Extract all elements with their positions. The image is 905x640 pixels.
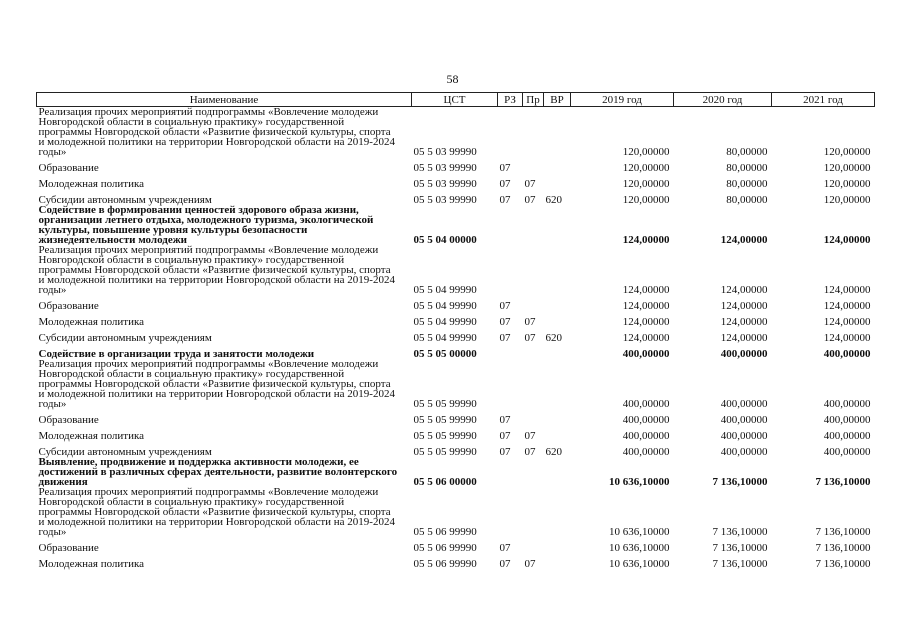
table-row [37, 359, 875, 409]
cell-2019: 120,00000 [622, 194, 670, 206]
table-row [37, 189, 875, 205]
cell-2019: 400,00000 [622, 446, 670, 458]
cell-name: Молодежная политика [38, 178, 145, 190]
cell-rz [498, 457, 523, 487]
cell-2019: 400,00000 [622, 348, 670, 360]
cell-2019: 400,00000 [622, 430, 670, 442]
cell-cst: 05 5 04 99990 [413, 300, 477, 312]
cell-pr: 07 [524, 316, 536, 328]
table-row [37, 157, 875, 173]
cell-name: Образование [38, 300, 99, 312]
cell-2021: 400,00000 [823, 430, 871, 442]
cell-2019: 124,00000 [622, 234, 670, 246]
cell-rz: 07 [499, 194, 511, 206]
cell-cst: 05 5 04 00000 [413, 234, 477, 246]
cell-cst: 05 5 06 99990 [413, 558, 477, 570]
cell-2019: 124,00000 [622, 332, 670, 344]
cell-pr [523, 343, 544, 359]
table-row [37, 343, 875, 359]
cell-2021: 120,00000 [823, 162, 871, 174]
cell-rz: 07 [499, 316, 511, 328]
cell-2019: 10 636,10000 [609, 476, 670, 488]
table-row [37, 553, 875, 569]
table-row [37, 173, 875, 189]
cell-2021: 120,00000 [823, 146, 871, 158]
cell-rz [498, 487, 523, 537]
cell-name: Молодежная политика [38, 558, 145, 570]
cell-vr [544, 457, 571, 487]
cell-2020: 400,00000 [720, 446, 768, 458]
cell-rz: 07 [499, 178, 511, 190]
cell-2019: 400,00000 [622, 398, 670, 410]
cell-cst: 05 5 03 99990 [413, 194, 477, 206]
cell-pr [523, 107, 544, 158]
table-header-row [37, 93, 875, 107]
cell-2020: 80,00000 [726, 146, 768, 158]
cell-name: Выявление, продвижение и поддержка активности молодежи, ее достижений в различных сферах деятельности, развитие волонтерского движения [38, 456, 398, 488]
cell-pr [523, 157, 544, 173]
cell-2020: 124,00000 [720, 300, 768, 312]
cell-vr: 620 [545, 194, 562, 206]
table-row [37, 327, 875, 343]
column-header-cst: ЦСТ [412, 93, 498, 107]
column-header-name: Наименование [37, 93, 412, 107]
table-row [37, 537, 875, 553]
column-header-2020: 2020 год [674, 93, 772, 107]
cell-2021: 400,00000 [823, 414, 871, 426]
cell-name: Содействие в формировании ценностей здорового образа жизни, организации летнего отдыха, молодежного туризма, экологической культуры, повышение уровня культуры безопасности жизнедеятельности молодежи [38, 204, 374, 246]
cell-2021: 124,00000 [823, 332, 871, 344]
cell-2019: 10 636,10000 [609, 558, 670, 570]
column-header-vr: ВР [544, 93, 571, 107]
cell-cst: 05 5 05 00000 [413, 348, 477, 360]
cell-cst: 05 5 06 99990 [413, 526, 477, 538]
budget-table [36, 92, 875, 569]
cell-2020: 400,00000 [720, 414, 768, 426]
cell-2020: 80,00000 [726, 178, 768, 190]
cell-name: Реализация прочих мероприятий подпрограммы «Вовлечение молодежи Новгородской области в социальную практику» государственной программы Новгородской области «Развитие физической культуры, спорта и молодежной политики на территории Новгородской области на 2019-2024 годы» [38, 106, 395, 158]
cell-vr [544, 537, 571, 553]
cell-2021: 7 136,10000 [815, 542, 871, 554]
cell-pr [523, 295, 544, 311]
column-header-rz: РЗ [498, 93, 523, 107]
cell-cst: 05 5 05 99990 [413, 446, 477, 458]
cell-cst: 05 5 04 99990 [413, 332, 477, 344]
table-row [37, 441, 875, 457]
cell-vr [544, 295, 571, 311]
cell-rz: 07 [499, 542, 511, 554]
cell-vr [544, 359, 571, 409]
cell-cst: 05 5 03 99990 [413, 178, 477, 190]
cell-rz [498, 245, 523, 295]
table-body [37, 107, 875, 570]
cell-2020: 7 136,10000 [712, 476, 768, 488]
cell-name: Образование [38, 414, 99, 426]
column-header-2019: 2019 год [571, 93, 674, 107]
cell-name: Реализация прочих мероприятий подпрограммы «Вовлечение молодежи Новгородской области в социальную практику» государственной программы Новгородской области «Развитие физической культуры, спорта и молодежной политики на территории Новгородской области на 2019-2024 годы» [38, 486, 395, 538]
cell-2020: 400,00000 [720, 398, 768, 410]
table-row [37, 425, 875, 441]
cell-rz: 07 [499, 332, 511, 344]
cell-2021: 124,00000 [823, 284, 871, 296]
cell-vr [544, 311, 571, 327]
cell-pr [523, 205, 544, 245]
cell-cst: 05 5 05 99990 [413, 430, 477, 442]
cell-2021: 7 136,10000 [815, 476, 871, 488]
cell-vr: 620 [545, 332, 562, 344]
page-number: 58 [446, 72, 459, 86]
cell-pr [523, 457, 544, 487]
cell-2021: 7 136,10000 [815, 558, 871, 570]
cell-2021: 124,00000 [823, 316, 871, 328]
cell-2019: 400,00000 [622, 414, 670, 426]
cell-2021: 124,00000 [823, 300, 871, 312]
cell-2021: 124,00000 [823, 234, 871, 246]
cell-2021: 7 136,10000 [815, 526, 871, 538]
cell-rz: 07 [499, 414, 511, 426]
cell-rz [498, 107, 523, 158]
cell-2020: 124,00000 [720, 284, 768, 296]
cell-pr [523, 409, 544, 425]
cell-2020: 124,00000 [720, 234, 768, 246]
cell-name: Реализация прочих мероприятий подпрограммы «Вовлечение молодежи Новгородской области в социальную практику» государственной программы Новгородской области «Развитие физической культуры, спорта и молодежной политики на территории Новгородской области на 2019-2024 годы» [38, 358, 395, 410]
cell-vr [544, 409, 571, 425]
cell-2019: 120,00000 [622, 162, 670, 174]
table-row [37, 107, 875, 158]
cell-2020: 400,00000 [720, 348, 768, 360]
cell-name: Субсидии автономным учреждениям [38, 194, 212, 206]
cell-pr [523, 537, 544, 553]
cell-2019: 124,00000 [622, 316, 670, 328]
table-row [37, 487, 875, 537]
cell-vr [544, 245, 571, 295]
cell-pr: 07 [524, 332, 536, 344]
cell-pr [523, 245, 544, 295]
column-header-pr: Пр [523, 93, 544, 107]
cell-cst: 05 5 05 99990 [413, 414, 477, 426]
cell-rz: 07 [499, 446, 511, 458]
cell-name: Образование [38, 162, 99, 174]
cell-vr [544, 173, 571, 189]
cell-rz: 07 [499, 430, 511, 442]
cell-2019: 124,00000 [622, 300, 670, 312]
cell-2019: 10 636,10000 [609, 526, 670, 538]
cell-pr: 07 [524, 446, 536, 458]
cell-cst: 05 5 04 99990 [413, 316, 477, 328]
cell-vr [544, 107, 571, 158]
cell-2020: 124,00000 [720, 316, 768, 328]
cell-cst: 05 5 03 99990 [413, 146, 477, 158]
cell-name: Реализация прочих мероприятий подпрограммы «Вовлечение молодежи Новгородской области в социальную практику» государственной программы Новгородской области «Развитие физической культуры, спорта и молодежной политики на территории Новгородской области на 2019-2024 годы» [38, 244, 395, 296]
cell-2021: 120,00000 [823, 194, 871, 206]
cell-2019: 10 636,10000 [609, 542, 670, 554]
cell-2021: 120,00000 [823, 178, 871, 190]
cell-cst: 05 5 06 00000 [413, 476, 477, 488]
cell-vr: 620 [545, 446, 562, 458]
cell-2020: 80,00000 [726, 194, 768, 206]
table-row [37, 295, 875, 311]
cell-vr [544, 157, 571, 173]
table-row [37, 311, 875, 327]
cell-name: Молодежная политика [38, 316, 145, 328]
cell-2020: 7 136,10000 [712, 526, 768, 538]
cell-vr [544, 425, 571, 441]
cell-vr [544, 343, 571, 359]
cell-pr: 07 [524, 558, 536, 570]
cell-2020: 80,00000 [726, 162, 768, 174]
cell-rz [498, 343, 523, 359]
table-row [37, 409, 875, 425]
cell-cst: 05 5 04 99990 [413, 284, 477, 296]
cell-2020: 7 136,10000 [712, 542, 768, 554]
cell-vr [544, 205, 571, 245]
cell-pr [523, 487, 544, 537]
cell-2021: 400,00000 [823, 348, 871, 360]
cell-pr [523, 359, 544, 409]
cell-rz: 07 [499, 162, 511, 174]
column-header-2021: 2021 год [772, 93, 875, 107]
table-row [37, 245, 875, 295]
cell-pr: 07 [524, 178, 536, 190]
cell-name: Субсидии автономным учреждениям [38, 332, 212, 344]
cell-2020: 124,00000 [720, 332, 768, 344]
cell-cst: 05 5 03 99990 [413, 162, 477, 174]
table-row [37, 205, 875, 245]
cell-2021: 400,00000 [823, 446, 871, 458]
cell-cst: 05 5 05 99990 [413, 398, 477, 410]
cell-pr: 07 [524, 430, 536, 442]
cell-2020: 7 136,10000 [712, 558, 768, 570]
cell-2021: 400,00000 [823, 398, 871, 410]
cell-vr [544, 487, 571, 537]
cell-pr: 07 [524, 194, 536, 206]
cell-rz: 07 [499, 558, 511, 570]
cell-rz: 07 [499, 300, 511, 312]
cell-rz [498, 359, 523, 409]
cell-name: Субсидии автономным учреждениям [38, 446, 212, 458]
cell-cst: 05 5 06 99990 [413, 542, 477, 554]
cell-2019: 120,00000 [622, 146, 670, 158]
cell-name: Молодежная политика [38, 430, 145, 442]
table-row [37, 457, 875, 487]
cell-2019: 124,00000 [622, 284, 670, 296]
cell-vr [544, 553, 571, 569]
cell-name: Содействие в организации труда и занятости молодежи [38, 348, 315, 360]
cell-2020: 400,00000 [720, 430, 768, 442]
cell-name: Образование [38, 542, 99, 554]
cell-2019: 120,00000 [622, 178, 670, 190]
cell-rz [498, 205, 523, 245]
